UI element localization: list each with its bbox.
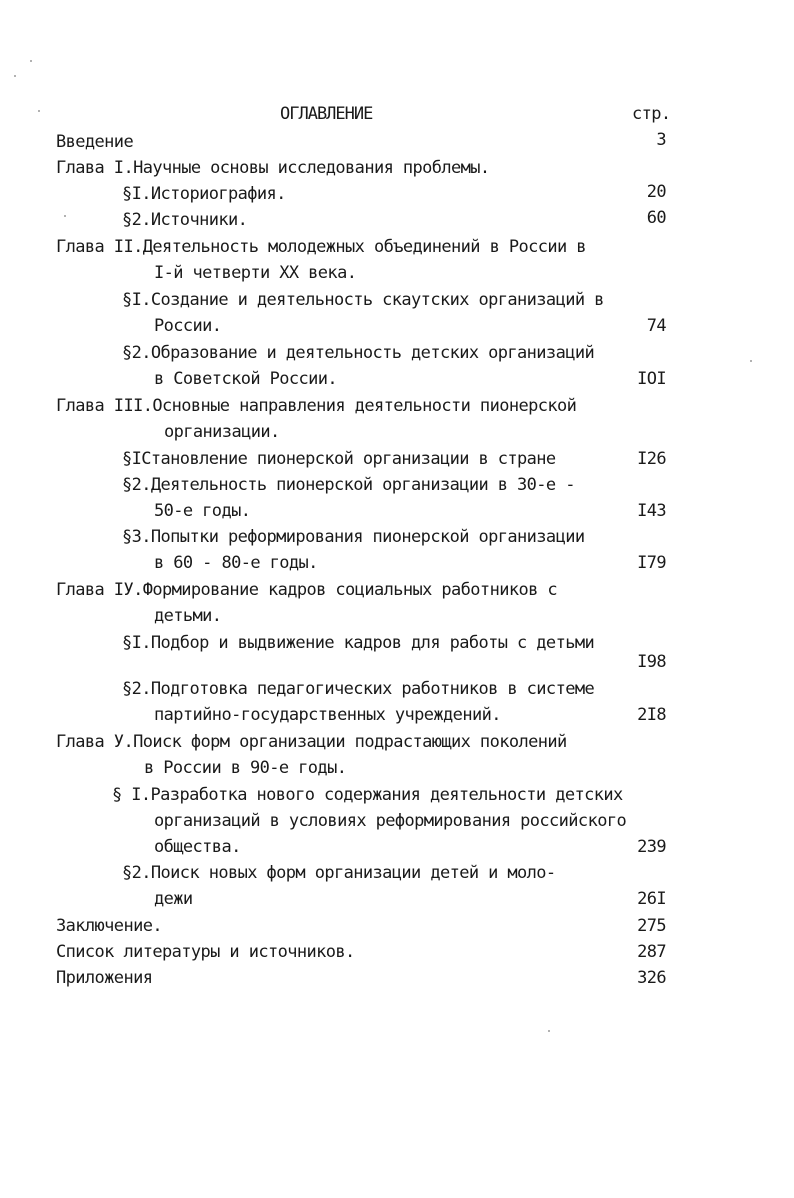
scan-speck: [14, 75, 16, 77]
toc-page-appendices: 326: [637, 968, 666, 988]
toc-page-2-2: IOI: [637, 369, 666, 389]
toc-entry-conclusion: Заключение.: [56, 916, 162, 936]
toc-page-3-3: I79: [637, 553, 666, 573]
toc-section-5-2: §2.Поиск новых форм организации детей и моло-: [122, 863, 556, 883]
scan-speck: [64, 215, 66, 217]
toc-chapter-3: Глава III.Основные направления деятельности пионерской: [56, 396, 577, 416]
toc-chapter-5-cont: в России в 90-е годы.: [144, 758, 347, 778]
toc-page-conclusion: 275: [637, 916, 666, 936]
scan-speck: [38, 110, 40, 112]
toc-chapter-3-cont: организации.: [164, 422, 280, 442]
toc-section-5-1-cont2: общества.: [154, 837, 241, 857]
scan-speck: [30, 60, 32, 62]
toc-chapter-4: Глава IУ.Формирование кадров социальных работников с: [56, 580, 558, 600]
toc-page-1-2: 60: [646, 208, 666, 228]
toc-page-1-1: 20: [646, 182, 666, 202]
toc-section-3-3: §3.Попытки реформирования пионерской организации: [122, 527, 585, 547]
toc-chapter-2: Глава II.Деятельность молодежных объединений в России в: [56, 237, 586, 257]
toc-chapter-1: Глава I.Научные основы исследования проблемы.: [56, 158, 490, 178]
toc-section-2-1-cont: России.: [154, 316, 222, 336]
toc-entry-literature: Список литературы и источников.: [56, 942, 355, 962]
toc-page-4-2: 2I8: [637, 705, 666, 725]
toc-chapter-2-cont: I-й четверти XX века.: [154, 263, 357, 283]
toc-section-3-1: §IСтановление пионерской организации в стране: [122, 449, 556, 469]
toc-section-2-1: §I.Создание и деятельность скаутских организаций в: [122, 290, 604, 310]
toc-section-3-2-cont: 50-е годы.: [154, 501, 251, 521]
toc-section-3-3-cont: в 60 - 80-е годы.: [154, 553, 318, 573]
toc-section-5-1-cont: организаций в условиях реформирования российского: [154, 811, 627, 831]
toc-entry-intro: Введение: [56, 132, 134, 152]
toc-section-3-2: §2.Деятельность пионерской организации в 30-е -: [122, 475, 575, 495]
toc-page-5-1: 239: [637, 837, 666, 857]
toc-chapter-5: Глава У.Поиск форм организации подрастающих поколений: [56, 732, 567, 752]
toc-title: ОГЛАВЛЕНИЕ: [280, 104, 373, 124]
toc-section-1-2: §2.Источники.: [122, 210, 248, 230]
toc-chapter-4-cont: детьми.: [154, 606, 222, 626]
toc-section-2-2-cont: в Советской России.: [154, 369, 338, 389]
toc-page-literature: 287: [637, 942, 666, 962]
toc-section-4-2-cont: партийно-государственных учреждений.: [154, 705, 501, 725]
scan-speck: [750, 360, 752, 362]
toc-page-2-1: 74: [646, 316, 666, 336]
page-column-label: стр.: [632, 104, 671, 124]
toc-section-1-1: §I.Историография.: [122, 184, 286, 204]
toc-page-3-2: I43: [637, 501, 666, 521]
toc-page-3-1: I26: [637, 449, 666, 469]
toc-entry-appendices: Приложения: [56, 968, 153, 988]
toc-page-intro: 3: [656, 130, 666, 150]
toc-page-5-2: 26I: [637, 889, 666, 909]
toc-page-4-1: I98: [637, 652, 666, 672]
toc-section-4-2: §2.Подготовка педагогических работников в системе: [122, 679, 595, 699]
toc-section-2-2: §2.Образование и деятельность детских организаций: [122, 343, 595, 363]
toc-section-5-1: § I.Разработка нового содержания деятельности детских: [112, 785, 623, 805]
toc-section-5-2-cont: дежи: [154, 889, 193, 909]
toc-section-4-1: §I.Подбор и выдвижение кадров для работы с детьми: [122, 633, 595, 653]
scan-speck: [548, 1030, 550, 1032]
